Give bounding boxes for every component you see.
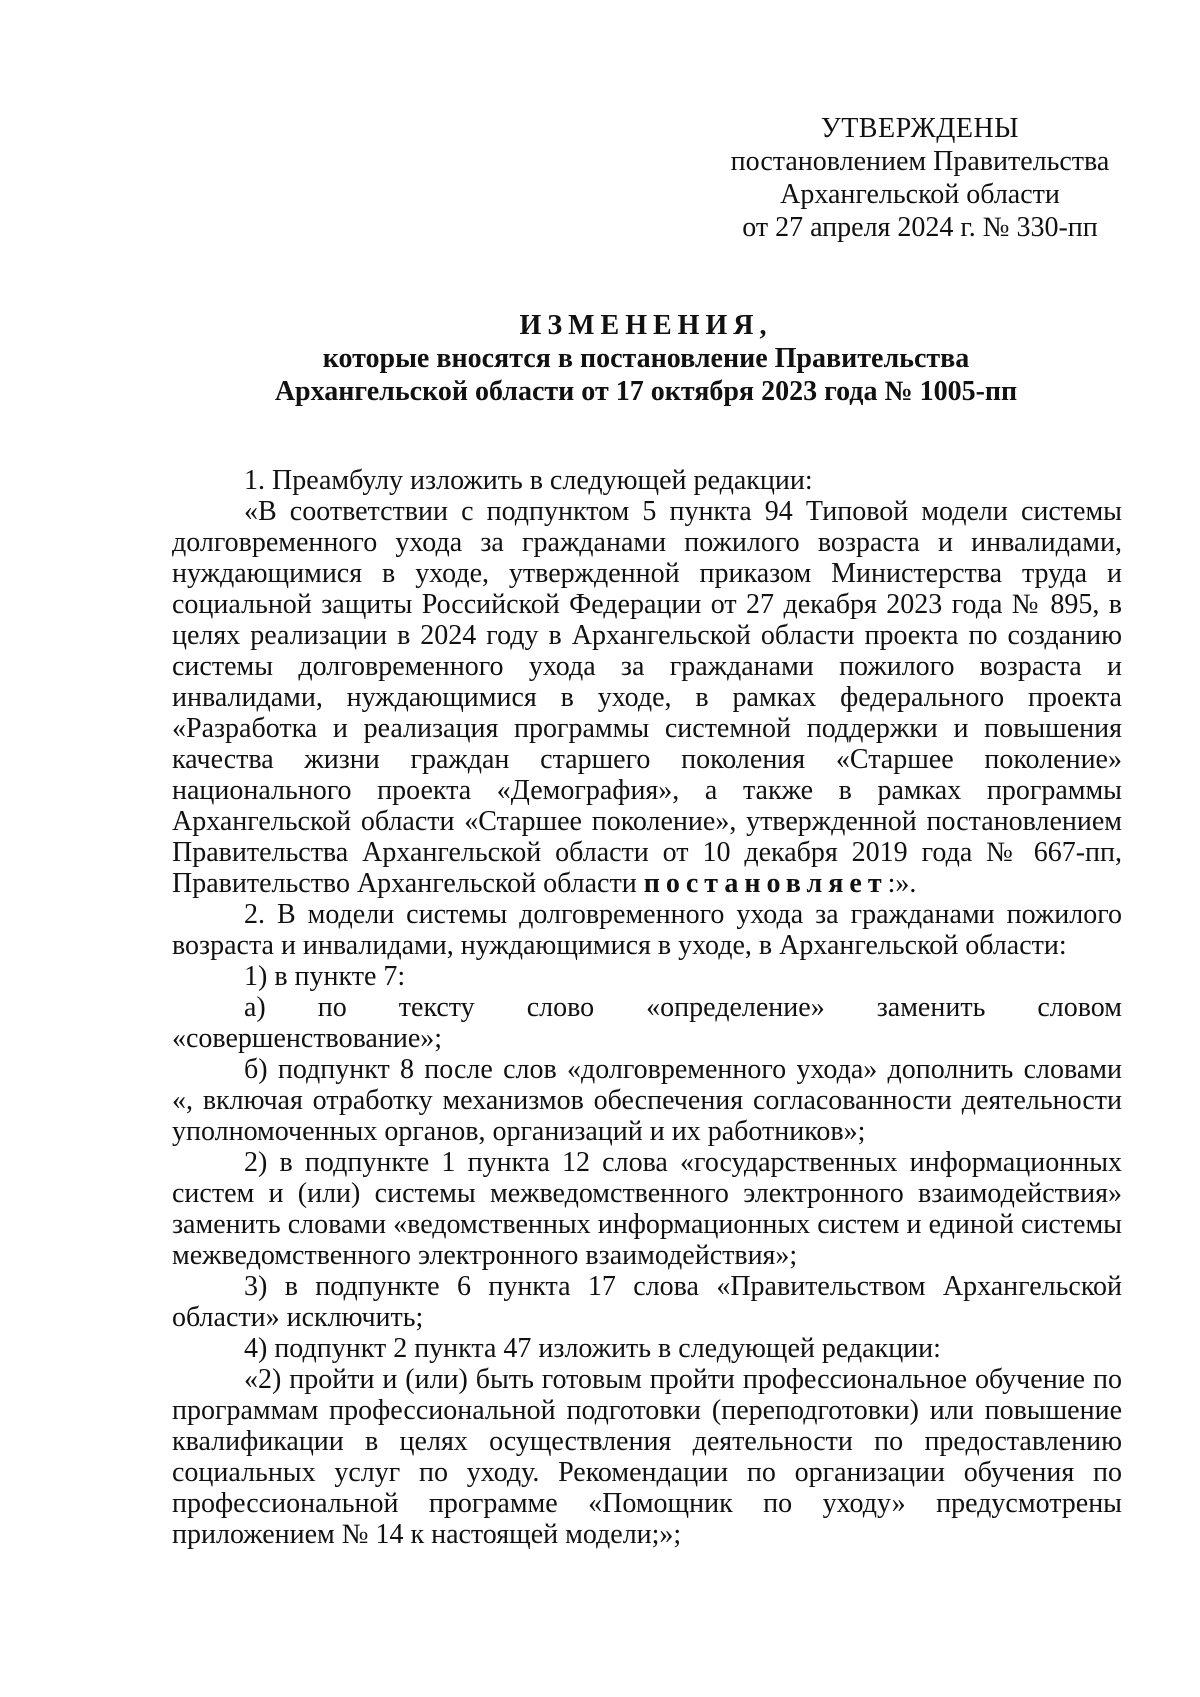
preamble-ending: :». [887, 868, 917, 899]
spaced-keyword: постановляет [643, 868, 888, 899]
paragraph: 2) в подпункте 1 пункта 12 слова «государственных информационных систем и (или) системы межведомственного электронного взаимодействия» заменить словами «ведомственных информационных систем и единой системы межведомственного электронного взаимодействия»; [172, 1147, 1122, 1271]
paragraph: «2) пройти и (или) быть готовым пройти профессиональное обучение по программам профессиональной подготовки (переподготовки) или повышение квалификации в целях осуществления деятельности по предоставлению социальных услуг по уходу. Рекомендации по организации обучения по профессиональной программе «Помощник по уходу» предусмотрены приложением № 14 к настоящей модели;»; [172, 1364, 1122, 1550]
paragraph: 2. В модели системы долговременного ухода за гражданами пожилого возраста и инвалидами, нуждающимися в уходе, в Архангельской области: [172, 899, 1122, 961]
paragraph: 1. Преамбулу изложить в следующей редакции: [244, 465, 813, 496]
document-heading [120, 309, 1172, 408]
document-subtitle: которые вносятся в постановление Правительства [322, 343, 970, 374]
paragraph: 3) в подпункте 6 пункта 17 слова «Правительством Архангельской области» исключить; [172, 1271, 1122, 1333]
approval-heading: УТВЕРЖДЕНЫ [820, 113, 1020, 144]
paragraph: б) подпункт 8 после слов «долговременного ухода» дополнить словами «, включая отработку механизмов обеспечения согласованности деятельности уполномоченных органов, организаций и их работников»; [172, 1054, 1122, 1147]
paragraph: 4) подпункт 2 пункта 47 изложить в следующей редакции: [244, 1333, 941, 1364]
document-subtitle: Архангельской области от 17 октября 2023 года № 1005-пп [274, 376, 1018, 407]
preamble-text: «В соответствии с подпунктом 5 пункта 94 Типовой модели системы долговременного ухода за гражданами пожилого возраста и инвалидами, нуждающимися в уходе, утвержденной приказом Министерства труда и социальной защиты Российской Федерации от 27 декабря 2023 года № 895, в целях реализации в 2024 году в Архангельской области проекта по созданию системы долговременного ухода за гражданами пожилого возраста и инвалидами, нуждающимися в уходе, в рамках федерального проекта «Разработка и реализация программы системной поддержки и повышения качества жизни граждан старшего поколения «Старшее поколение» национального проекта «Демография», а также в рамках программы Архангельской области «Старшее поколение», утвержденной постановлением Правительства Архангельской области от 10 декабря 2019 года № 667-пп, Правительство Архангельской области [172, 496, 1122, 899]
document-title: ИЗМЕНЕНИЯ, [519, 310, 773, 341]
approval-date-number: от 27 апреля 2024 г. № 330-пп [742, 212, 1098, 243]
approval-stamp [720, 112, 1120, 244]
document-body [172, 465, 1122, 1550]
approval-line: Архангельской области [780, 179, 1060, 210]
paragraph-preamble [172, 496, 1122, 899]
paragraph: а) по тексту слово «определение» заменить словом «совершенствование»; [172, 992, 1122, 1054]
approval-line: постановлением Правительства [730, 146, 1110, 177]
paragraph: 1) в пункте 7: [244, 961, 406, 992]
